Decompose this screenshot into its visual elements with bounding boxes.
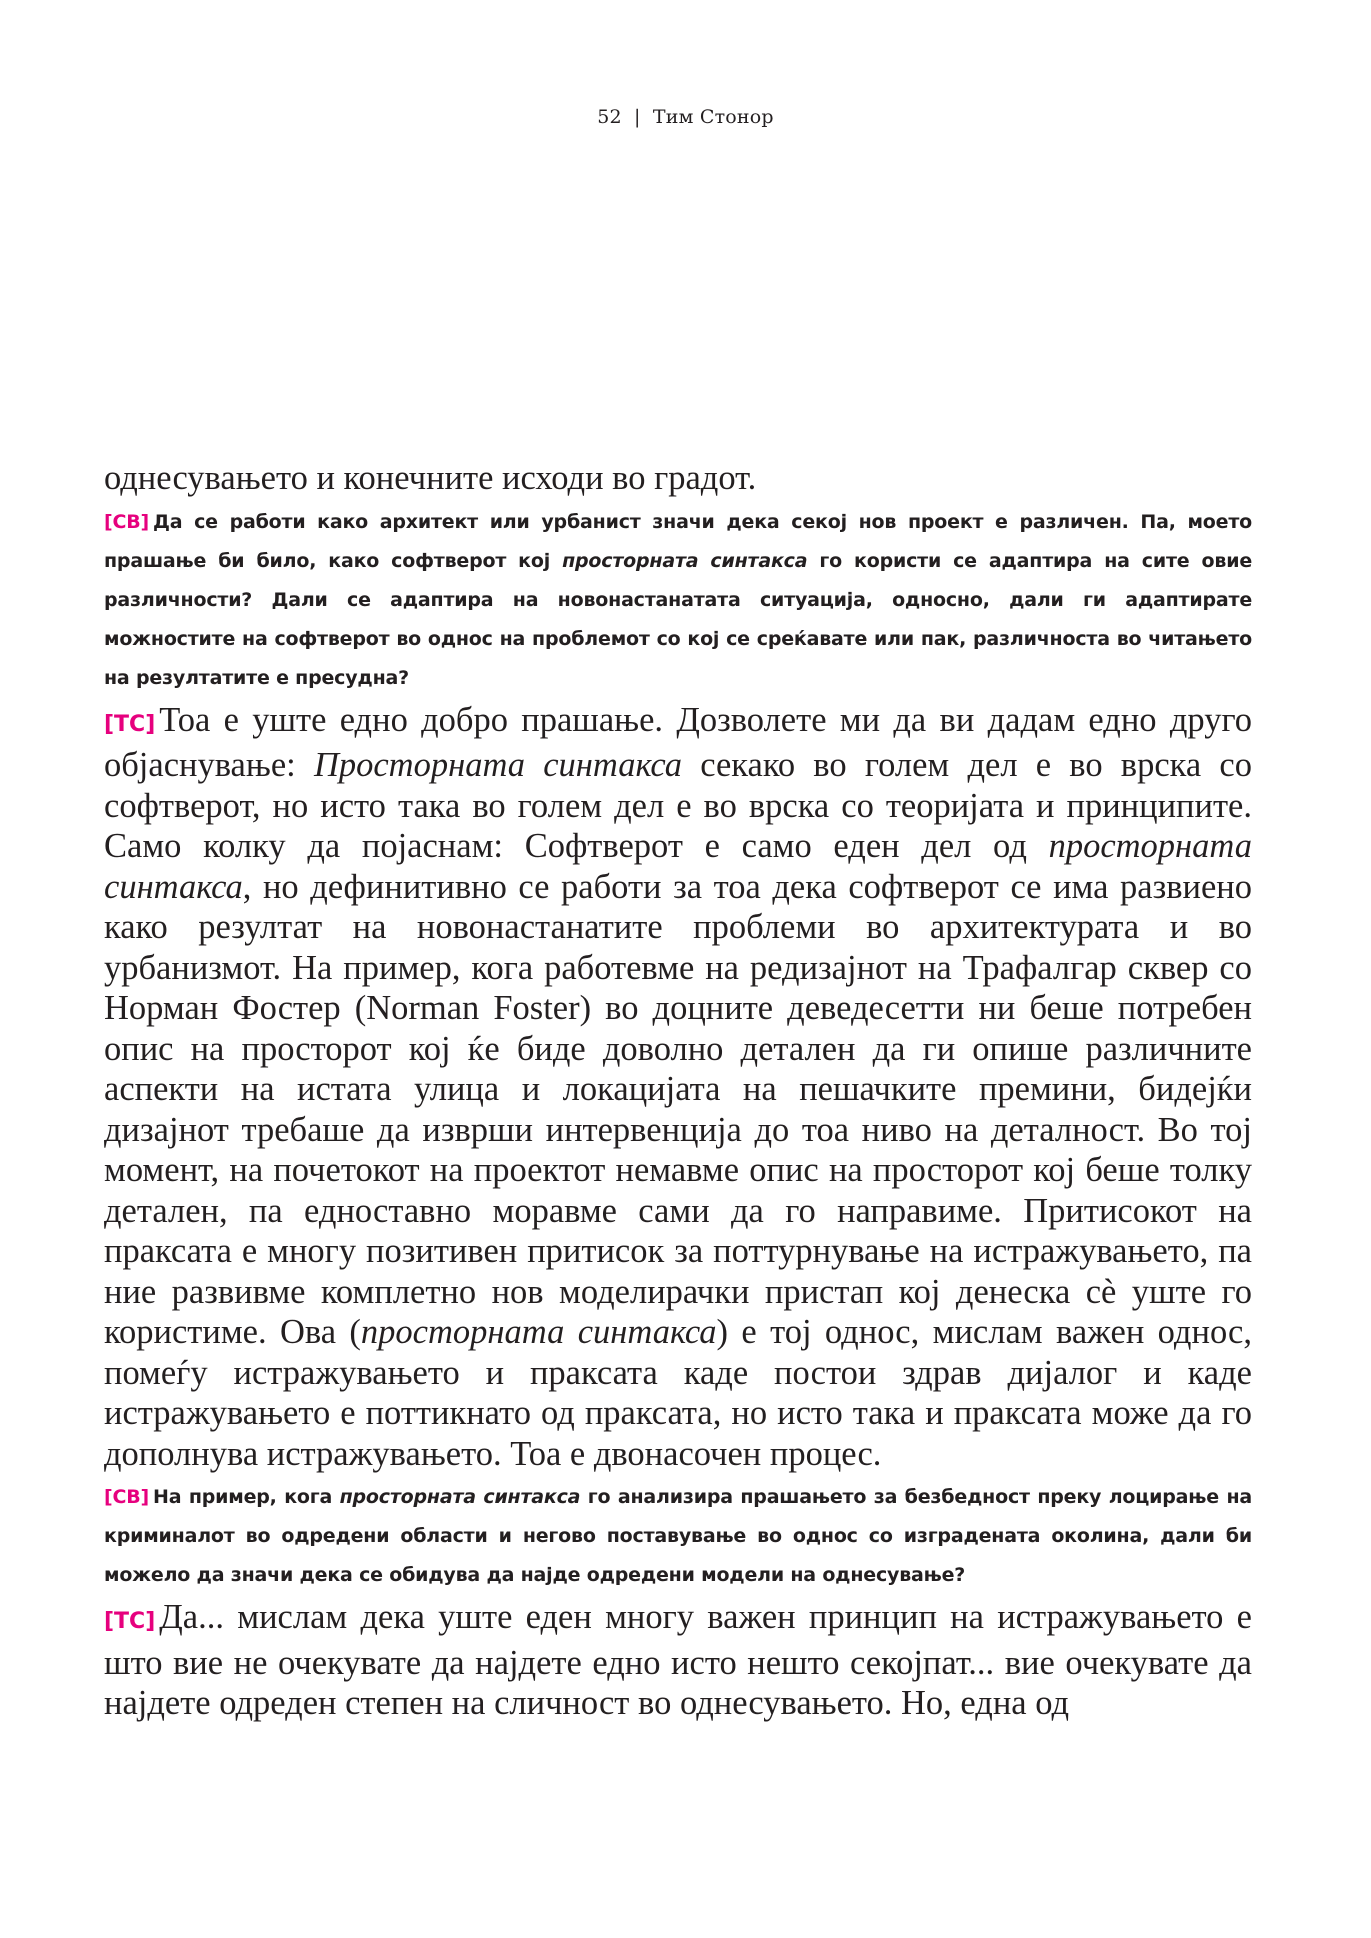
respondent-answer-1 [104,700,1252,1475]
header-separator: | [634,106,641,128]
page-content [104,458,1252,1724]
interviewer-tag: [СВ] [104,1486,149,1508]
answer-text: , но дефинитивно се работи за тоа дека софтверот се има развиено како резултат на новонастанатите проблеми во архитектурата и во урбанизмот. На пример, кога работевме на редизајнот на Трафалгар сквер со Норман Фостер (Norman Foster) во доцните деведесетти ни беше потребен опис на просторот кој ќе биде доволно детален да ги опише различните аспекти на истата улица и локацијата на пешачките премини, бидејќи дизајнот требаше да изврши интервенција до тоа ниво на деталност. Во тој момент, на почетокот на проектот немавме опис на просторот кој беше толку детален, па едноставно моравме сами да го направиме. Притисокот на праксата е многу позитивен притисок за поттурнување на истражувањето, па ние развивме комплетно нов моделирачки пристап кој денеска сè уште го користиме. Ова ( [104,867,1252,1351]
interviewer-question-1 [104,503,1252,698]
paragraph-continuation [104,458,1252,499]
page-number: 52 [597,106,622,128]
answer-italic-term: Просторната синтакса [313,746,683,784]
question-text: Да се работи како архитект или урбанист значи дека секој нов проект е различен. Па, моето прашање би било, како софтверот кој [104,510,1252,572]
answer-text: Тоа е уште едно добро прашање. Дозволете ми да ви дадам едно друго објаснување: [104,700,1252,784]
answer-italic-term: просторната синтакса [104,827,1252,906]
answer-text: ) е тој однос, мислам важен однос, помеѓу истражувањето и праксата каде постои здрав дијалог и каде истражувањето е поттикнато од праксата, но исто така и праксата може да го дополнува истражувањето. Тоа е двонасочен процес. [104,1313,1252,1473]
respondent-answer-2 [104,1597,1252,1724]
answer-text: Да... мислам дека уште еден многу важен принцип на истражувањето е што вие не очекувате да најдете едно исто нешто секојпат... вие очекувате да најдете одреден степен на сличност во однесувањето. Но, една од [104,1598,1252,1722]
respondent-tag: [ТС] [104,1609,156,1634]
question-text: го користи се адаптира на сите овие различности? Дали се адаптира на новонастанатата ситуација, односно, дали ги адаптирате можностите на софтверот во однос на проблемот со кој се среќавате или пак, различноста во читањето на резултатите е пресудна? [104,549,1253,689]
respondent-tag: [ТС] [104,711,156,737]
question-text: На пример, кога [153,1486,340,1508]
interviewer-tag: [СВ] [104,510,149,533]
interviewer-question-2 [104,1478,1252,1595]
paragraph-text: однесувањето и конечните исходи во градот. [104,459,757,497]
question-text: го анализира прашањето за безбедност преку лоцирање на криминалот во одредени области и негово поставување во однос со изградената околина, дали би можело да значи дека се обидува да најде одредени модели на однесување? [104,1486,1253,1586]
question-italic-term: просторната синтакса [562,549,808,572]
answer-text: секако во голем дел е во врска со софтверот, но исто така во голем дел е во врска со теоријата и принципите. Само колку да појаснам: Софтверот е само еден дел од [104,746,1252,865]
running-header [0,106,1371,128]
answer-italic-term: просторната синтакса [360,1313,717,1351]
question-italic-term: просторната синтакса [339,1486,581,1508]
header-author: Тим Стонор [652,106,774,128]
